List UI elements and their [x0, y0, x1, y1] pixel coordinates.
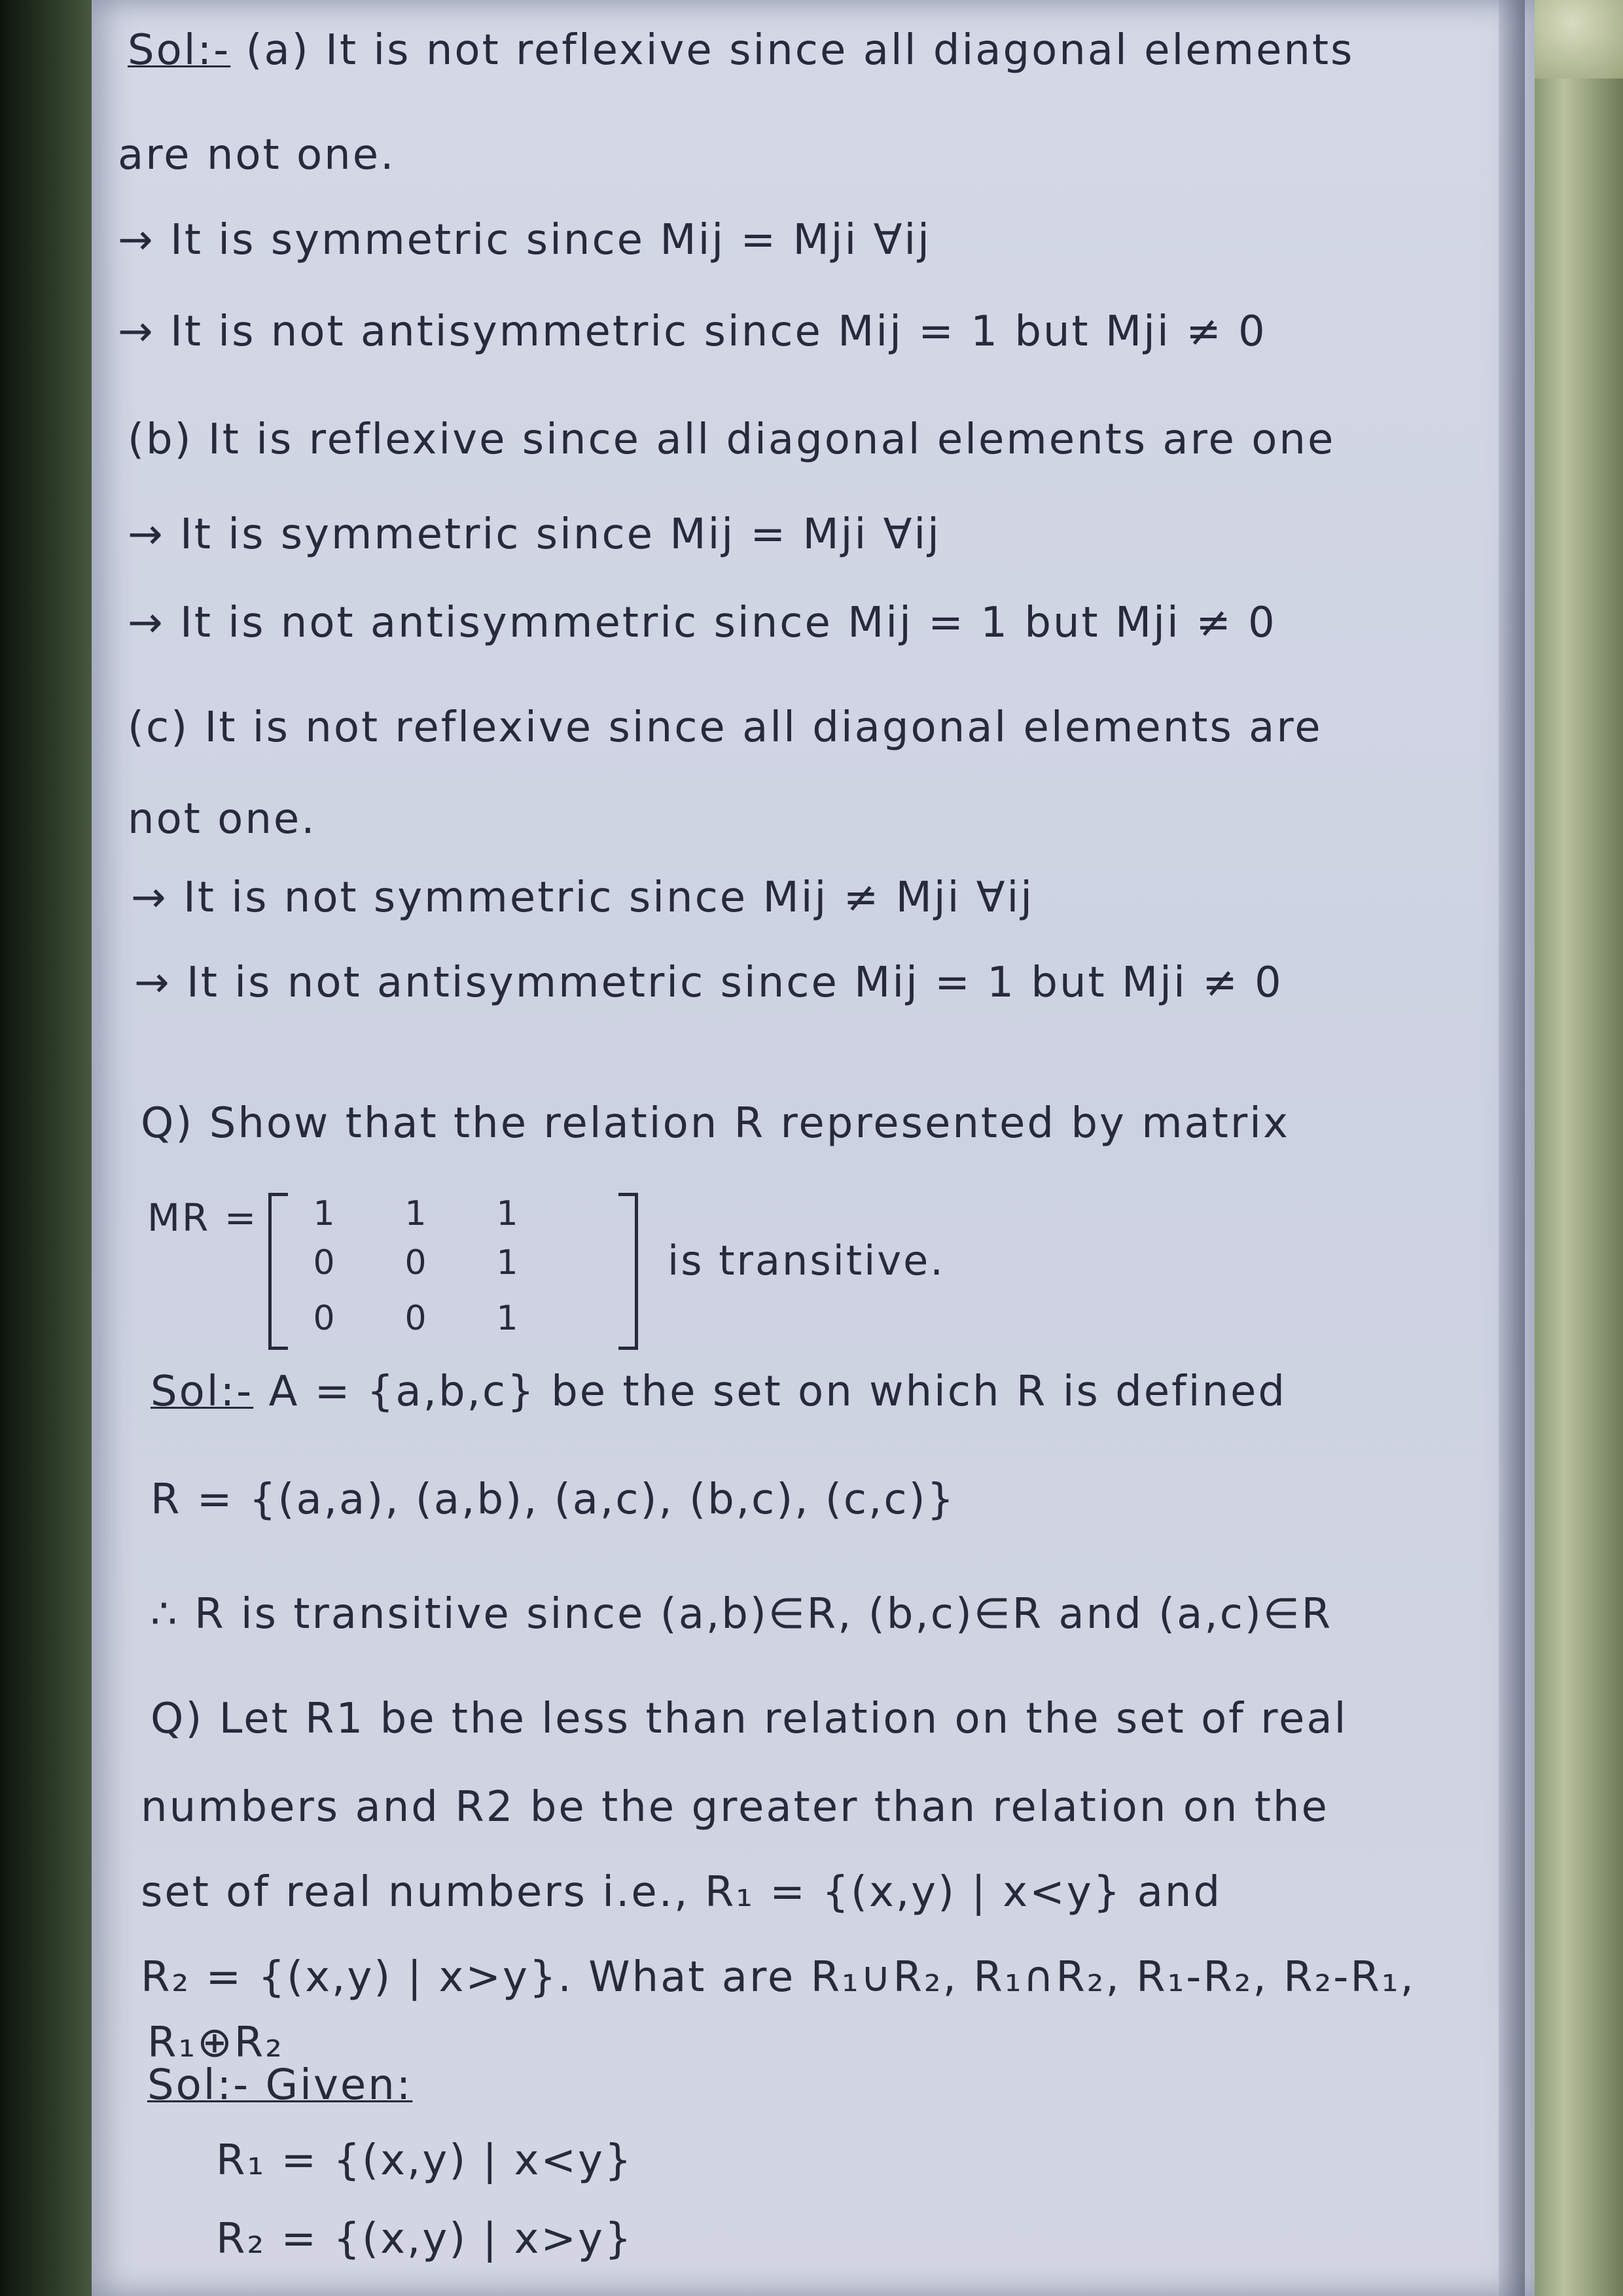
matrix-cell: 0 [313, 1299, 335, 1338]
matrix-left-bracket [268, 1193, 288, 1350]
background-left [0, 0, 95, 2296]
text-line: are not one. [118, 131, 396, 179]
text-line: R₂ = {(x,y) | x>y} [216, 2215, 633, 2263]
question-line: Q) Show that the relation R represented by matrix [141, 1099, 1290, 1148]
matrix-cell: 1 [404, 1194, 427, 1233]
matrix-cell: 0 [313, 1243, 335, 1282]
page-edge [1499, 0, 1525, 2296]
matrix-label: MR = [147, 1195, 259, 1240]
text-line: → It is symmetric since Mij = Mji ∀ij [128, 510, 941, 559]
matrix-cell: 1 [496, 1194, 518, 1233]
text-line: R₁⊕R₂ [147, 2019, 284, 2067]
text-line: R₁ = {(x,y) | x<y} [216, 2136, 633, 2185]
text-line: → It is not antisymmetric since Mij = 1 but Mji ≠ 0 [128, 599, 1277, 647]
matrix-cell: 0 [404, 1243, 427, 1282]
line-text: A = {a,b,c} be the set on which R is defined [253, 1368, 1287, 1416]
line-text: Given: [250, 2061, 413, 2110]
text-line: R₂ = {(x,y) | x>y}. What are R₁∪R₂, R₁∩R₂, R₁-R₂, R₂-R₁, [141, 1953, 1416, 2002]
text-line: → It is not antisymmetric since Mij = 1 but Mji ≠ 0 [118, 308, 1267, 356]
solution-line [147, 2061, 412, 2110]
line-text: (a) It is not reflexive since all diagonal elements [230, 26, 1355, 75]
sol-label: Sol:- [147, 2061, 251, 2110]
matrix-cell: 1 [496, 1299, 518, 1338]
matrix-right-bracket [618, 1193, 638, 1350]
text-line: R = {(a,a), (a,b), (a,c), (b,c), (c,c)} [151, 1475, 956, 1524]
solution-line [128, 26, 1354, 75]
sol-label: Sol:- [128, 26, 231, 75]
text-line: (b) It is reflexive since all diagonal elements are one [128, 415, 1336, 464]
matrix-cell: 0 [404, 1299, 427, 1338]
sol-label: Sol:- [151, 1368, 254, 1416]
text-line: not one. [128, 795, 317, 843]
text-line: → It is symmetric since Mij = Mji ∀ij [118, 216, 931, 264]
text-line: set of real numbers i.e., R₁ = {(x,y) | x<y} and [141, 1868, 1222, 1916]
matrix-caption: is transitive. [668, 1237, 945, 1284]
text-line: (c) It is not reflexive since all diagonal elements are [128, 703, 1323, 752]
text-line: numbers and R2 be the greater than relation on the [141, 1783, 1329, 1831]
question-line: Q) Let R1 be the less than relation on the set of real [151, 1695, 1348, 1743]
background-right [1525, 0, 1623, 2296]
solution-line [151, 1368, 1287, 1416]
matrix-cell: 1 [496, 1243, 518, 1282]
matrix-block [147, 1188, 945, 1364]
text-line: → It is not antisymmetric since Mij = 1 but Mji ≠ 0 [134, 959, 1283, 1007]
text-line: ∴ R is transitive since (a,b)∈R, (b,c)∈R and (a,c)∈R [151, 1590, 1333, 1638]
text-line: → It is not symmetric since Mij ≠ Mji ∀ij [131, 874, 1035, 922]
matrix-cell: 1 [313, 1194, 335, 1233]
